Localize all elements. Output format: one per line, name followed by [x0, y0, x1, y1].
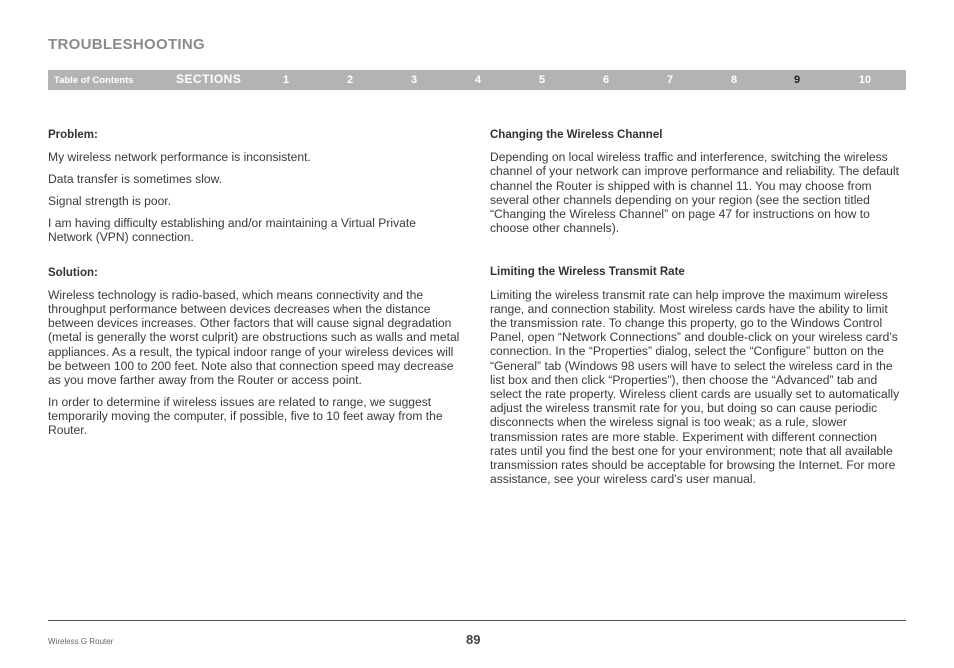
- left-column: [48, 128, 463, 445]
- section-link-1[interactable]: 1: [282, 74, 290, 86]
- sections-label: SECTIONS: [176, 72, 242, 86]
- page-section-title: TROUBLESHOOTING: [48, 36, 205, 53]
- section-link-8[interactable]: 8: [730, 74, 738, 86]
- solution-heading: Solution:: [48, 266, 98, 279]
- section-link-2[interactable]: 2: [346, 74, 354, 86]
- problem-paragraph: I am having difficulty establishing and/or maintaining a Virtual Private Network (VPN) connection.: [48, 216, 416, 245]
- transmit-rate-paragraph: Limiting the wireless transmit rate can help improve the maximum wireless range, and connection stability. Most wireless cards have the ability to limit the transmission rate. To change this property, go to the Windows Control Panel, open “Network Connections” and double-click on your wireless card’s connection. In the “Properties” dialog, select the “Configure” button on the “General” tab (Windows 98 users will have to select the wireless card in the list box and then click “Properties”), then choose the “Advanced” tab and select the rate property. Wireless client cards are usually set to automatically adjust the wireless transmit rate for you, but doing so can cause periodic disconnects when the wireless signal is too weak; as a rule, slower transmission rates are more stable. Experiment with different connection rates until you find the best one for your environment; note that all available transmission rates should be acceptable for browsing the Internet. For more assistance, see your wireless card’s user manual.: [490, 287, 900, 487]
- solution-paragraph: In order to determine if wireless issues are related to range, we suggest temporarily moving the computer, if possible, five to 10 feet away from the Router.: [48, 395, 443, 438]
- section-link-5[interactable]: 5: [538, 74, 546, 86]
- footer-product-name: Wireless G Router: [48, 637, 114, 646]
- problem-heading: Problem:: [48, 129, 98, 141]
- section-link-9-active[interactable]: 9: [793, 74, 801, 86]
- section-link-6[interactable]: 6: [602, 74, 610, 86]
- changing-channel-paragraph: Depending on local wireless traffic and interference, switching the wireless channel of your network can improve performance and reliability. The default channel the Router is shipped with is channel 11. You may choose from several other channels depending on your region (see the section titled “Changing the Wireless Channel” on page 47 for instructions on how to choose other channels).: [490, 150, 899, 236]
- changing-channel-heading: Changing the Wireless Channel: [490, 129, 663, 141]
- section-link-7[interactable]: 7: [666, 74, 674, 86]
- problem-paragraph: Data transfer is sometimes slow.: [48, 172, 223, 187]
- footer-divider: [48, 620, 906, 621]
- table-of-contents-link[interactable]: Table of Contents: [54, 75, 134, 86]
- problem-paragraph: My wireless network performance is inconsistent.: [48, 150, 311, 165]
- solution-paragraph: Wireless technology is radio-based, which means connectivity and the throughput performance between devices decreases when the distance between devices increases. Other factors that will cause signal degradation (metal is generally the worst culprit) are obstructions such as walls and metal appliances. As a result, the typical indoor range of your wireless devices will be between 100 to 200 feet. Note also that connection speed may decrease as you move farther away from the Router or access point.: [48, 287, 460, 388]
- right-column: [490, 128, 906, 494]
- transmit-rate-heading: Limiting the Wireless Transmit Rate: [490, 266, 685, 279]
- section-navigation-bar: [48, 70, 906, 90]
- page-number: 89: [466, 632, 481, 647]
- section-link-3[interactable]: 3: [410, 74, 418, 86]
- problem-paragraph: Signal strength is poor.: [48, 194, 172, 209]
- section-link-10[interactable]: 10: [858, 74, 872, 86]
- section-link-4[interactable]: 4: [474, 74, 482, 86]
